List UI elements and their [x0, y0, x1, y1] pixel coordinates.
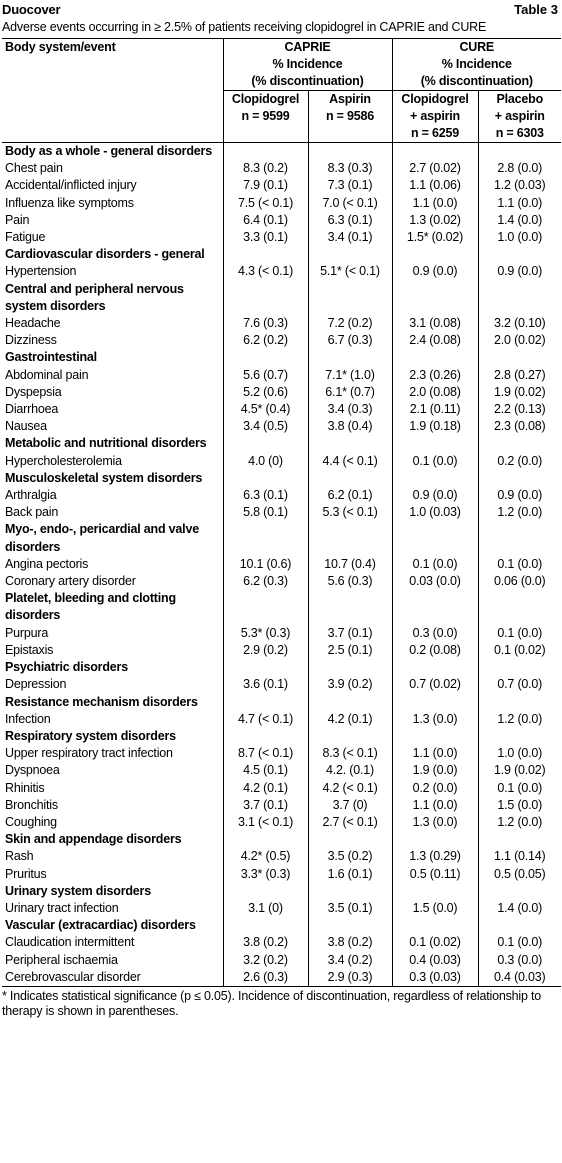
value-cell: 3.9 (0.2) [308, 676, 392, 693]
value-cell: 2.7 (0.02) [392, 160, 478, 177]
value-cell: 1.3 (0.29) [392, 848, 478, 865]
table-row [2, 952, 561, 969]
empty-cell [392, 435, 478, 452]
event-label: Back pain [2, 504, 223, 521]
value-cell: 1.3 (0.02) [392, 212, 478, 229]
value-cell: 3.8 (0.2) [223, 934, 308, 951]
table-row [2, 556, 561, 573]
table-row [2, 504, 561, 521]
value-cell: 4.2 (< 0.1) [308, 780, 392, 797]
value-cell: 3.4 (0.5) [223, 418, 308, 435]
value-cell: 0.1 (0.0) [497, 780, 543, 795]
value-cell: 6.3 (0.1) [308, 212, 392, 229]
value-cell: 2.7 (< 0.1) [308, 814, 392, 831]
table-body [2, 143, 561, 987]
empty-cell [223, 281, 308, 315]
value-cell: 3.4 (0.3) [308, 401, 392, 418]
category-label: Urinary system disorders [2, 883, 223, 900]
category-row [2, 831, 561, 848]
category-row [2, 435, 561, 452]
empty-cell [308, 728, 392, 745]
table-row [2, 745, 561, 762]
value-cell: 0.7 (0.0) [497, 677, 543, 692]
value-cell: 7.9 (0.1) [223, 177, 308, 194]
value-cell: 1.6 (0.1) [308, 866, 392, 883]
empty-cell [478, 349, 561, 366]
empty-cell [478, 917, 561, 934]
table-row [2, 934, 561, 951]
value-cell: 1.0 (0.0) [497, 746, 543, 761]
table-row [2, 762, 561, 779]
empty-cell [392, 143, 478, 161]
event-label: Upper respiratory tract infection [2, 745, 223, 762]
value-cell: 4.0 (0) [223, 453, 308, 470]
value-cell: 0.4 (0.03) [478, 969, 561, 987]
value-cell: 1.5 (0.0) [392, 900, 478, 917]
value-cell: 2.3 (0.08) [494, 419, 546, 434]
value-cell: 0.9 (0.0) [392, 487, 478, 504]
empty-cell [478, 883, 561, 900]
value-cell: 0.5 (0.11) [392, 866, 478, 883]
value-cell: 1.2 (0.0) [497, 711, 543, 726]
empty-cell [478, 694, 561, 711]
value-cell: 3.2 (0.10) [494, 316, 546, 331]
value-cell: 0.2 (0.08) [392, 642, 478, 659]
category-row [2, 694, 561, 711]
value-cell: 2.9 (0.2) [223, 642, 308, 659]
empty-cell [478, 281, 561, 315]
value-cell: 3.4 (0.2) [308, 952, 392, 969]
category-row [2, 521, 561, 555]
value-cell: 2.2 (0.13) [494, 402, 546, 417]
col-header-caprie-clopidogrel: Clopidogrel n = 9599 [223, 91, 308, 143]
table-row [2, 367, 561, 384]
table-row [2, 814, 561, 831]
table-row [2, 160, 561, 177]
empty-cell [308, 659, 392, 676]
value-cell: 1.9 (0.0) [392, 762, 478, 779]
category-row [2, 281, 561, 315]
event-label: Abdominal pain [2, 367, 223, 384]
event-label: Influenza like symptoms [2, 195, 223, 212]
value-cell: 0.7 (0.02) [392, 676, 478, 693]
category-row [2, 883, 561, 900]
value-cell: 1.9 (0.02) [494, 763, 546, 778]
empty-cell [223, 470, 308, 487]
event-label: Bronchitis [2, 797, 223, 814]
empty-cell [478, 435, 561, 452]
event-label: Depression [2, 676, 223, 693]
category-label: Resistance mechanism disorders [2, 694, 223, 711]
value-cell: 2.9 (0.3) [308, 969, 392, 987]
empty-cell [308, 435, 392, 452]
value-cell: 10.1 (0.6) [223, 556, 308, 573]
category-label: Cardiovascular disorders - general [2, 246, 223, 263]
event-label: Nausea [2, 418, 223, 435]
empty-cell [478, 521, 561, 555]
empty-cell [308, 694, 392, 711]
value-cell: 0.1 (0.0) [497, 556, 543, 571]
event-label: Purpura [2, 625, 223, 642]
empty-cell [308, 917, 392, 934]
empty-cell [223, 590, 308, 624]
event-label: Pain [2, 212, 223, 229]
value-cell: 2.3 (0.26) [392, 367, 478, 384]
category-row [2, 590, 561, 624]
table-row [2, 487, 561, 504]
value-cell: 1.2 (0.0) [497, 505, 543, 520]
empty-cell [392, 694, 478, 711]
table-row [2, 263, 561, 280]
value-cell: 3.8 (0.2) [308, 934, 392, 951]
value-cell: 3.6 (0.1) [223, 676, 308, 693]
value-cell: 1.1 (0.0) [392, 797, 478, 814]
value-cell: 3.3* (0.3) [223, 866, 308, 883]
table-row [2, 229, 561, 246]
table-row [2, 711, 561, 728]
value-cell: 1.3 (0.0) [392, 814, 478, 831]
table-row [2, 625, 561, 642]
brand-name: Duocover [2, 2, 61, 17]
event-label: Accidental/inflicted injury [2, 177, 223, 194]
event-label: Diarrhoea [2, 401, 223, 418]
event-label: Dizziness [2, 332, 223, 349]
empty-cell [308, 281, 392, 315]
value-cell: 0.3 (0.0) [497, 952, 543, 967]
table-row [2, 676, 561, 693]
empty-cell [223, 435, 308, 452]
value-cell: 1.4 (0.0) [497, 900, 543, 915]
empty-cell [308, 143, 392, 161]
value-cell: 6.2 (0.3) [223, 573, 308, 590]
empty-cell [478, 590, 561, 624]
value-cell: 1.9 (0.18) [392, 418, 478, 435]
value-cell: 5.2 (0.6) [223, 384, 308, 401]
value-cell: 4.2* (0.5) [223, 848, 308, 865]
value-cell: 4.2. (0.1) [308, 762, 392, 779]
col-group-caprie: CAPRIE % Incidence (% discontinuation) [223, 39, 392, 91]
value-cell: 10.7 (0.4) [308, 556, 392, 573]
category-label: Gastrointestinal [2, 349, 223, 366]
value-cell: 8.7 (< 0.1) [223, 745, 308, 762]
category-label: Respiratory system disorders [2, 728, 223, 745]
value-cell: 6.4 (0.1) [223, 212, 308, 229]
value-cell: 4.5* (0.4) [223, 401, 308, 418]
value-cell: 0.2 (0.0) [497, 453, 543, 468]
value-cell: 0.4 (0.03) [392, 952, 478, 969]
empty-cell [223, 349, 308, 366]
empty-cell [478, 246, 561, 263]
value-cell: 0.5 (0.05) [494, 866, 546, 881]
value-cell: 3.4 (0.1) [308, 229, 392, 246]
event-label: Claudication intermittent [2, 934, 223, 951]
value-cell: 5.6 (0.7) [223, 367, 308, 384]
empty-cell [223, 883, 308, 900]
event-label: Rhinitis [2, 780, 223, 797]
value-cell: 1.5 (0.0) [497, 797, 543, 812]
value-cell: 6.1* (0.7) [308, 384, 392, 401]
value-cell: 5.1* (< 0.1) [308, 263, 392, 280]
value-cell: 0.1 (0.0) [392, 556, 478, 573]
value-cell: 7.0 (< 0.1) [308, 195, 392, 212]
value-cell: 0.06 (0.0) [494, 574, 546, 589]
value-cell: 5.3 (< 0.1) [308, 504, 392, 521]
empty-cell [223, 728, 308, 745]
category-label: Musculoskeletal system disorders [2, 470, 223, 487]
event-label: Headache [2, 315, 223, 332]
value-cell: 1.1 (0.0) [392, 195, 478, 212]
empty-cell [223, 694, 308, 711]
event-label: Infection [2, 711, 223, 728]
value-cell: 1.1 (0.06) [392, 177, 478, 194]
empty-cell [308, 246, 392, 263]
event-label: Peripheral ischaemia [2, 952, 223, 969]
header-row [2, 0, 562, 20]
event-label: Rash [2, 848, 223, 865]
category-row [2, 246, 561, 263]
empty-cell [308, 883, 392, 900]
value-cell: 7.1* (1.0) [308, 367, 392, 384]
category-row [2, 349, 561, 366]
empty-cell [392, 883, 478, 900]
category-label: Skin and appendage disorders [2, 831, 223, 848]
value-cell: 3.1 (0) [223, 900, 308, 917]
col-header-body-system: Body system/event [2, 39, 223, 143]
empty-cell [223, 521, 308, 555]
empty-cell [223, 143, 308, 161]
value-cell: 5.8 (0.1) [223, 504, 308, 521]
value-cell: 2.0 (0.02) [494, 333, 546, 348]
col-group-cure: CURE % Incidence (% discontinuation) [392, 39, 561, 91]
value-cell: 1.2 (0.0) [497, 814, 543, 829]
value-cell: 2.5 (0.1) [308, 642, 392, 659]
value-cell: 5.3* (0.3) [223, 625, 308, 642]
value-cell: 1.1 (0.14) [494, 849, 546, 864]
category-row [2, 659, 561, 676]
table-row [2, 848, 561, 865]
value-cell: 7.5 (< 0.1) [223, 195, 308, 212]
event-label: Coronary artery disorder [2, 573, 223, 590]
event-label: Dyspnoea [2, 762, 223, 779]
empty-cell [392, 831, 478, 848]
value-cell: 3.2 (0.2) [223, 952, 308, 969]
category-row [2, 143, 561, 161]
value-cell: 2.6 (0.3) [223, 969, 308, 987]
event-label: Arthralgia [2, 487, 223, 504]
value-cell: 6.2 (0.1) [308, 487, 392, 504]
category-row [2, 917, 561, 934]
empty-cell [392, 917, 478, 934]
value-cell: 1.4 (0.0) [497, 212, 543, 227]
category-label: Psychiatric disorders [2, 659, 223, 676]
empty-cell [392, 470, 478, 487]
value-cell: 1.0 (0.03) [392, 504, 478, 521]
value-cell: 6.7 (0.3) [308, 332, 392, 349]
empty-cell [392, 349, 478, 366]
value-cell: 4.4 (< 0.1) [308, 453, 392, 470]
table-row [2, 642, 561, 659]
table-row [2, 384, 561, 401]
table-row [2, 177, 561, 194]
event-label: Urinary tract infection [2, 900, 223, 917]
value-cell: 3.5 (0.2) [308, 848, 392, 865]
table-row [2, 332, 561, 349]
category-label: Platelet, bleeding and clotting disorders [2, 590, 223, 624]
col-header-caprie-aspirin: Aspirin n = 9586 [308, 91, 392, 143]
value-cell: 0.1 (0.0) [497, 935, 543, 950]
value-cell: 7.6 (0.3) [223, 315, 308, 332]
value-cell: 1.3 (0.0) [392, 711, 478, 728]
value-cell: 6.2 (0.2) [223, 332, 308, 349]
value-cell: 2.0 (0.08) [392, 384, 478, 401]
table-row [2, 900, 561, 917]
value-cell: 4.5 (0.1) [223, 762, 308, 779]
table-row [2, 573, 561, 590]
table-row [2, 195, 561, 212]
col-header-cure-placebo-aspirin: Placebo + aspirin n = 6303 [478, 91, 561, 143]
event-label: Dyspepsia [2, 384, 223, 401]
value-cell: 4.2 (0.1) [223, 780, 308, 797]
value-cell: 1.1 (0.0) [392, 745, 478, 762]
empty-cell [392, 659, 478, 676]
event-label: Fatigue [2, 229, 223, 246]
table-row [2, 797, 561, 814]
empty-cell [308, 590, 392, 624]
value-cell: 3.8 (0.4) [308, 418, 392, 435]
value-cell: 1.5* (0.02) [392, 229, 478, 246]
table-label: Table 3 [514, 2, 558, 17]
value-cell: 3.1 (0.08) [392, 315, 478, 332]
empty-cell [392, 521, 478, 555]
value-cell: 1.2 (0.03) [494, 178, 546, 193]
value-cell: 4.2 (0.1) [308, 711, 392, 728]
event-label: Chest pain [2, 160, 223, 177]
value-cell: 3.3 (0.1) [223, 229, 308, 246]
category-label: Vascular (extracardiac) disorders [2, 917, 223, 934]
event-label: Hypertension [2, 263, 223, 280]
category-label: Body as a whole - general disorders [2, 143, 223, 161]
value-cell: 4.3 (< 0.1) [223, 263, 308, 280]
value-cell: 3.7 (0) [308, 797, 392, 814]
adverse-events-table [2, 38, 561, 987]
value-cell: 6.3 (0.1) [223, 487, 308, 504]
event-label: Coughing [2, 814, 223, 831]
event-label: Angina pectoris [2, 556, 223, 573]
value-cell: 0.03 (0.0) [392, 573, 478, 590]
table-row [2, 453, 561, 470]
empty-cell [478, 659, 561, 676]
empty-cell [392, 590, 478, 624]
table-row [2, 212, 561, 229]
table-row [2, 969, 561, 987]
empty-cell [223, 917, 308, 934]
category-label: Metabolic and nutritional disorders [2, 435, 223, 452]
value-cell: 0.1 (0.0) [497, 625, 543, 640]
value-cell: 8.3 (< 0.1) [308, 745, 392, 762]
empty-cell [478, 143, 561, 161]
empty-cell [308, 470, 392, 487]
col-header-cure-clopidogrel-aspirin: Clopidogrel + aspirin n = 6259 [392, 91, 478, 143]
empty-cell [392, 728, 478, 745]
table-caption: Adverse events occurring in ≥ 2.5% of patients receiving clopidogrel in CAPRIE and CURE [2, 20, 487, 34]
empty-cell [223, 246, 308, 263]
empty-cell [478, 470, 561, 487]
value-cell: 8.3 (0.2) [223, 160, 308, 177]
value-cell: 8.3 (0.3) [308, 160, 392, 177]
value-cell: 3.7 (0.1) [308, 625, 392, 642]
empty-cell [392, 281, 478, 315]
empty-cell [223, 659, 308, 676]
value-cell: 0.1 (0.02) [494, 642, 546, 657]
value-cell: 0.1 (0.02) [392, 934, 478, 951]
value-cell: 3.1 (< 0.1) [223, 814, 308, 831]
value-cell: 1.9 (0.02) [494, 384, 546, 399]
empty-cell [223, 831, 308, 848]
category-label: Central and peripheral nervous system disorders [2, 281, 223, 315]
value-cell: 0.3 (0.03) [392, 969, 478, 987]
value-cell: 1.1 (0.0) [497, 195, 543, 210]
event-label: Hypercholesterolemia [2, 453, 223, 470]
value-cell: 2.8 (0.27) [494, 367, 546, 382]
table-row [2, 401, 561, 418]
category-row [2, 728, 561, 745]
value-cell: 1.0 (0.0) [497, 230, 543, 245]
value-cell: 7.3 (0.1) [308, 177, 392, 194]
value-cell: 7.2 (0.2) [308, 315, 392, 332]
footnote: * Indicates statistical significance (p ≤ 0.05). Incidence of discontinuation, regardless of relationship to therapy is shown in parentheses. [2, 988, 542, 1018]
empty-cell [308, 349, 392, 366]
event-label: Pruritus [2, 866, 223, 883]
value-cell: 0.9 (0.0) [497, 488, 543, 503]
empty-cell [392, 246, 478, 263]
value-cell: 0.9 (0.0) [497, 264, 543, 279]
empty-cell [478, 831, 561, 848]
empty-cell [308, 521, 392, 555]
event-label: Cerebrovascular disorder [2, 969, 223, 987]
table-row [2, 866, 561, 883]
value-cell: 3.7 (0.1) [223, 797, 308, 814]
value-cell: 0.1 (0.0) [392, 453, 478, 470]
value-cell: 5.6 (0.3) [308, 573, 392, 590]
table-row [2, 315, 561, 332]
value-cell: 2.4 (0.08) [392, 332, 478, 349]
value-cell: 0.2 (0.0) [392, 780, 478, 797]
value-cell: 4.7 (< 0.1) [223, 711, 308, 728]
event-label: Epistaxis [2, 642, 223, 659]
value-cell: 3.5 (0.1) [308, 900, 392, 917]
table-row [2, 418, 561, 435]
empty-cell [308, 831, 392, 848]
empty-cell [478, 728, 561, 745]
value-cell: 0.9 (0.0) [392, 263, 478, 280]
category-label: Myo-, endo-, pericardial and valve disorders [2, 521, 223, 555]
category-row [2, 470, 561, 487]
value-cell: 0.3 (0.0) [392, 625, 478, 642]
value-cell: 2.8 (0.0) [497, 161, 543, 176]
table-row [2, 780, 561, 797]
value-cell: 2.1 (0.11) [392, 401, 478, 418]
